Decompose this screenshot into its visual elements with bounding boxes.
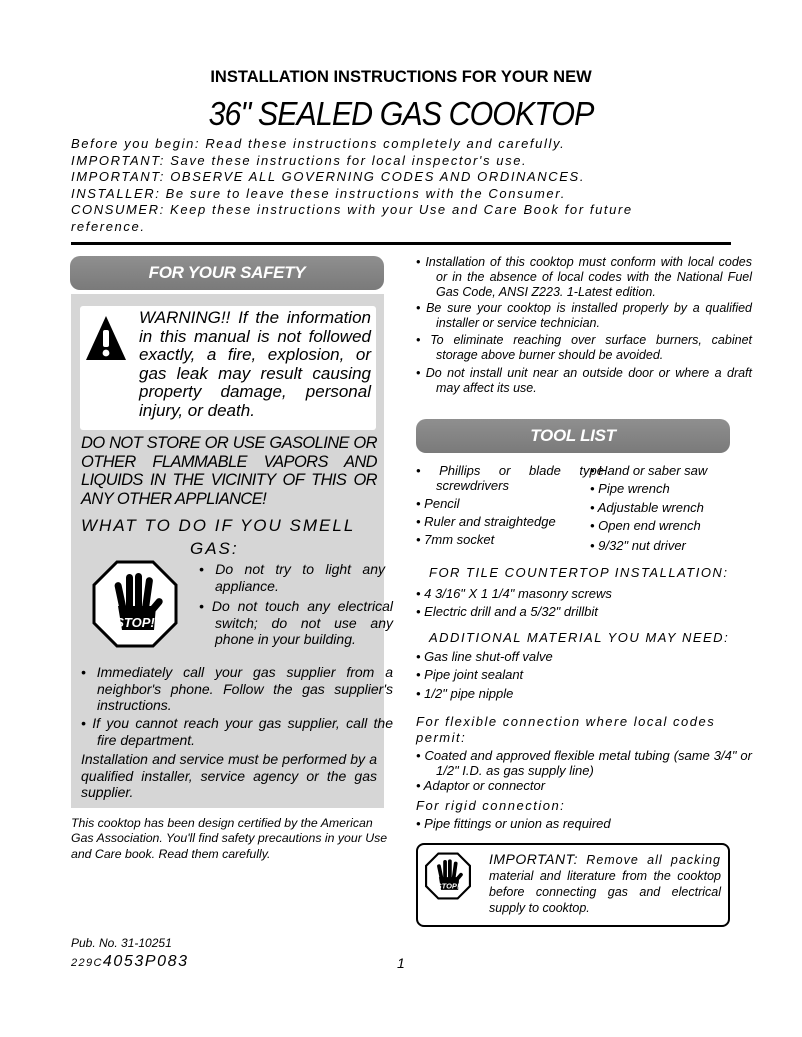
certification-note: This cooktop has been design certified by the American Gas Association. You'll find safety precautions in your Use and Care book. Read them carefully. <box>71 816 388 861</box>
part-code <box>71 953 189 971</box>
title-line-1: INSTALLATION INSTRUCTIONS FOR YOUR NEW <box>210 68 592 86</box>
tool-item: • Pencil <box>416 496 460 511</box>
safety-bullet: • If you cannot reach your gas supplier, call the fire department. <box>81 715 393 748</box>
important-lead: IMPORTANT: <box>489 851 578 867</box>
intro-line: IMPORTANT: Save these instructions for local inspector's use. <box>71 152 528 168</box>
safety-bullet: • Immediately call your gas supplier from a neighbor's phone. Follow the gas supplier's instructions. <box>81 664 393 713</box>
safety-bullet: • Do not try to light any appliance. <box>199 561 385 594</box>
important-text <box>489 851 721 916</box>
flexible-item: • Coated and approved flexible metal tubing (same 3/4" or 1/2" I.D. as gas supply line) <box>416 748 752 778</box>
additional-heading: ADDITIONAL MATERIAL YOU MAY NEED: <box>429 630 730 645</box>
intro-line: IMPORTANT: OBSERVE ALL GOVERNING CODES AND ORDINANCES. <box>71 169 586 185</box>
part-code-rest: 4053P083 <box>102 953 189 970</box>
tile-item: • Electric drill and a 5/32" drillbit <box>416 604 598 619</box>
stop-hand-icon <box>92 560 178 653</box>
important-text-1: Remove all packing <box>578 853 721 867</box>
intro-block <box>71 136 741 236</box>
title-line-2: 36" SEALED GAS COOKTOP <box>208 95 594 132</box>
tile-heading: FOR TILE COUNTERTOP INSTALLATION: <box>429 565 729 580</box>
stop-label: STOP! <box>436 881 460 891</box>
tile-item: • 4 3/16" X 1 1/4" masonry screws <box>416 586 612 601</box>
tool-list-heading: TOOL LIST <box>416 419 730 453</box>
right-bullet: • Be sure your cooktop is installed properly by a qualified installer or service technician. <box>416 301 752 331</box>
do-not-store-warning: DO NOT STORE OR USE GASOLINE OR OTHER FLAMMABLE VAPORS AND LIQUIDS IN THE VICINITY OF THIS OR ANY OTHER APPLIANCE! <box>81 434 377 508</box>
smell-gas-heading: WHAT TO DO IF YOU SMELL <box>81 516 356 535</box>
important-text-2: material and literature from the cooktop before connecting gas and electrical supply to cooktop. <box>489 869 721 915</box>
installation-note: Installation and service must be performed by a qualified installer, service agency or the gas supplier. <box>81 751 377 800</box>
intro-line: CONSUMER: Keep these instructions with your Use and Care Book for future <box>71 202 633 218</box>
pub-number: Pub. No. 31-10251 <box>71 936 172 950</box>
smell-gas-heading-2: GAS: <box>190 539 239 558</box>
tool-item: • Ruler and straightedge <box>416 514 556 529</box>
header-rule <box>71 242 731 245</box>
part-code-prefix: 229C <box>71 957 103 969</box>
tool-item: • Hand or saber saw <box>590 463 708 478</box>
tool-item: • 7mm socket <box>416 532 495 547</box>
warning-text: WARNING!! If the information in this manual is not followed exactly, a fire, explosion, or gas leak may result causing property damage, personal injury, or death. <box>139 308 371 420</box>
safety-bullet: • Do not touch any electrical switch; do not use any phone in your building. <box>199 598 393 647</box>
additional-item: • 1/2" pipe nipple <box>416 686 514 701</box>
intro-line: INSTALLER: Be sure to leave these instructions with the Consumer. <box>71 185 566 201</box>
stop-label: STOP! <box>115 615 155 630</box>
right-bullet: • Installation of this cooktop must conform with local codes or in the absence of local codes with the National Fuel Gas Code, ANSI Z223. 1-Latest edition. <box>416 255 752 300</box>
warning-triangle-icon <box>84 314 128 367</box>
intro-line: Before you begin: Read these instructions completely and carefully. <box>71 136 566 151</box>
page-number: 1 <box>397 955 405 971</box>
stop-hand-icon <box>425 852 471 905</box>
tool-item: • Adjustable wrench <box>590 500 704 515</box>
intro-line: reference. <box>71 218 146 234</box>
rigid-heading: For rigid connection: <box>416 798 566 813</box>
tool-item: • Pipe wrench <box>590 481 670 496</box>
tool-item: • Open end wrench <box>590 518 701 533</box>
tool-item: • Phillips or blade type screwdrivers <box>416 463 604 493</box>
additional-item: • Gas line shut-off valve <box>416 649 553 664</box>
additional-item: • Pipe joint sealant <box>416 667 524 682</box>
right-bullet: • To eliminate reaching over surface burners, cabinet storage above burner should be avoided. <box>416 333 752 363</box>
flexible-heading: For flexible connection where local codes permit: <box>416 714 716 745</box>
right-bullet: • Do not install unit near an outside door or where a draft may affect its use. <box>416 366 752 396</box>
tool-item: • 9/32" nut driver <box>590 538 686 553</box>
safety-heading: FOR YOUR SAFETY <box>70 256 384 290</box>
rigid-item: • Pipe fittings or union as required <box>416 816 611 831</box>
flexible-item: • Adaptor or connector <box>416 778 546 793</box>
